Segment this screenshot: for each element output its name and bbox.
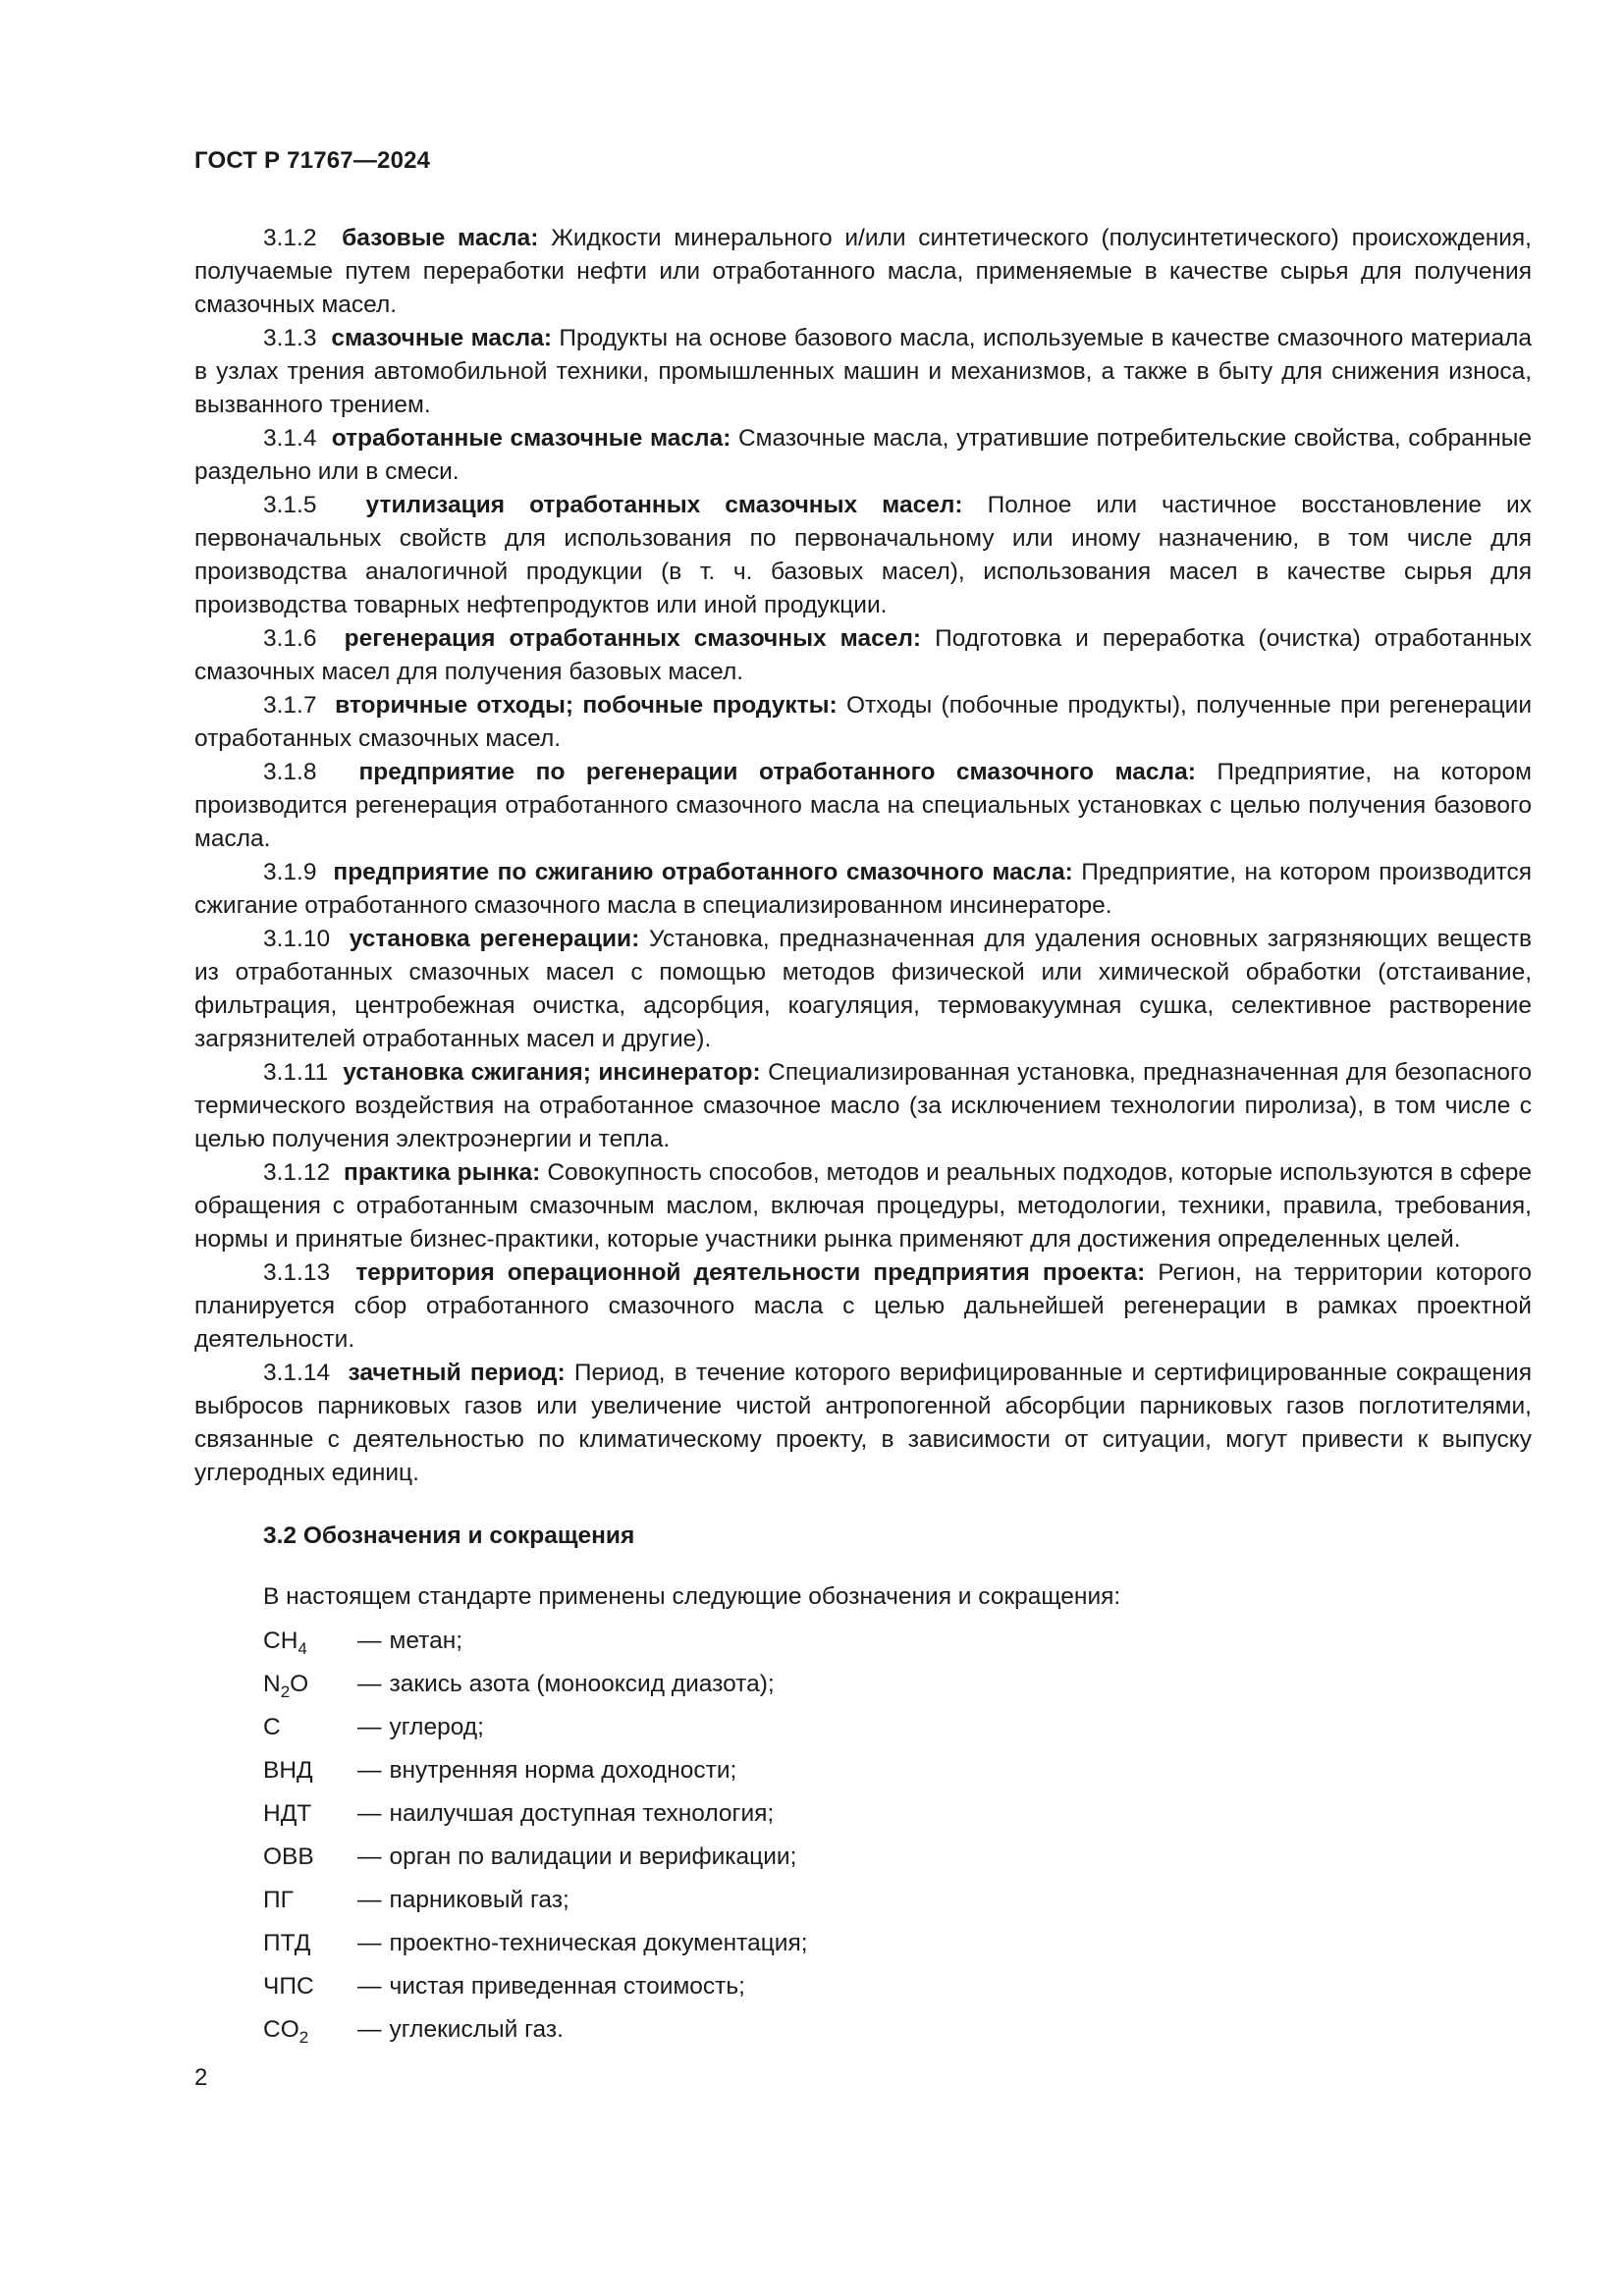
term-definition: Продукты на основе базового масла, используемые в качестве смазочного материала в узлах трения автомобильной техники, промышленных машин и механизмов, а также в быту для снижения износа, вызванного трением. [194,325,1532,418]
term-title: базовые масла: [342,225,539,251]
term-definition: Отходы (побочные продукты), полученные при регенерации отработанных смазочных масел. [194,692,1533,752]
term-entry [194,856,1532,923]
term-title: установка сжигания; инсинератор: [343,1059,761,1086]
term-entry [194,1357,1532,1490]
document-body [194,222,1532,2052]
term-number: 3.1.14 [263,1360,331,1386]
term-entry [194,422,1532,489]
term-number: 3.1.6 [263,625,317,652]
abbreviation-definition: закись азота (монооксид диазота); [389,1671,775,1697]
abbreviation-definition: углекислый газ. [389,2016,564,2043]
abbreviation-list [263,1620,1532,2052]
abbreviation-symbol: ПГ [263,1887,294,1913]
term-number: 3.1.4 [263,425,317,452]
abbreviation-definition: проектно-техническая документация; [389,1930,808,1956]
term-title: предприятие по регенерации отработанного смазочного масла: [358,759,1196,785]
term-title: смазочные масла: [331,325,552,351]
term-number: 3.1.8 [263,759,317,785]
term-title: отработанные смазочные масла: [331,425,731,452]
abbreviation-definition: метан; [389,1628,463,1654]
abbreviation-symbol: ОВВ [263,1843,314,1870]
term-number: 3.1.13 [263,1259,331,1286]
abbreviation-symbol: $CO_2$ [263,2016,309,2047]
term-definition: Специализированная установка, предназначенная для безопасного термического воздействия на отработанное смазочное масло (за исключением технологии пиролиза), в том числе с целью получения электроэнергии и тепла. [194,1059,1532,1152]
term-number: 3.1.11 [263,1059,329,1086]
dash-separator: — [357,1973,382,2000]
term-entry [194,489,1532,622]
abbreviation-item [263,1792,1532,1836]
abbreviation-item [263,2008,1532,2052]
term-entry [194,1156,1532,1256]
term-number: 3.1.7 [263,692,317,719]
abbreviation-definition: орган по валидации и верификации; [389,1843,797,1870]
term-definition: Регион, на территории которого планируется сбор отработанного смазочного масла с целью дальнейшей регенерации в рамках проектной деятельности. [194,1259,1532,1353]
term-title: установка регенерации: [349,926,640,952]
term-title: регенерация отработанных смазочных масел: [344,625,922,652]
term-entry [194,222,1532,322]
abbreviation-definition: наилучшая доступная технология; [389,1800,775,1827]
term-definition: Жидкости минерального и/или синтетического (полусинтетического) происхождения, получаемые путем переработки нефти или отработанного масла, применяемые в качестве сырья для получения смазочных масел. [194,225,1532,318]
abbreviation-definition: чистая приведенная стоимость; [389,1973,745,2000]
term-definition: Предприятие, на котором производится регенерация отработанного смазочного масла на специальных установках с целью получения базового масла. [194,759,1532,852]
term-title: вторичные отходы; побочные продукты: [335,692,838,719]
term-definition: Установка, предназначенная для удаления основных загрязняющих веществ из отработанных смазочных масел с помощью методов физической или химической обработки (отстаивание, фильтрация, центробежная очистка, адсорбция, коагуляция, термовакуумная сушка, селективное растворение загрязнителей отработанных масел и другие). [194,926,1532,1052]
abbreviation-symbol: ПТД [263,1930,311,1956]
abbreviation-symbol: НДТ [263,1800,312,1827]
dash-separator: — [357,1887,382,1913]
abbreviation-item [263,1620,1532,1663]
term-title: зачетный период: [348,1360,566,1386]
term-entry [194,756,1532,856]
abbreviation-item [263,1965,1532,2008]
term-number: 3.1.2 [263,225,317,251]
dash-separator: — [357,1628,382,1654]
term-definition: Подготовка и переработка (очистка) отработанных смазочных масел для получения базовых масел. [194,625,1532,685]
term-entry [194,1256,1532,1357]
term-entry [194,689,1532,756]
dash-separator: — [357,1757,382,1784]
term-entry [194,622,1532,689]
term-entry [194,322,1532,422]
document-header: ГОСТ Р 71767—2024 [194,147,431,174]
dash-separator: — [357,2016,382,2043]
dash-separator: — [357,1671,382,1697]
abbreviation-symbol: $N_2O$ [263,1671,309,1701]
abbreviation-definition: парниковый газ; [389,1887,569,1913]
abbreviation-item [263,1749,1532,1792]
term-definition: Предприятие, на котором производится сжигание отработанного смазочного масла в специализированном инсинераторе. [194,859,1532,919]
dash-separator: — [357,1930,382,1956]
abbreviation-item [263,1922,1532,1965]
abbreviation-definition: внутренняя норма доходности; [389,1757,737,1784]
abbreviation-item [263,1836,1532,1879]
term-number: 3.1.5 [263,492,317,518]
term-definition: Совокупность способов, методов и реальных подходов, которые используются в сфере обращения с отработанным смазочным маслом, включая процедуры, методологии, техники, правила, требования, нормы и принятые бизнес-практики, которые участники рынка применяют для достижения определенных целей. [194,1159,1533,1253]
abbreviation-symbol: ВНД [263,1757,313,1784]
abbreviation-item [263,1879,1532,1922]
dash-separator: — [357,1714,382,1740]
term-number: 3.1.10 [263,926,331,952]
dash-separator: — [357,1800,382,1827]
dash-separator: — [357,1843,382,1870]
abbreviation-item [263,1706,1532,1749]
abbreviation-definition: углерод; [389,1714,484,1740]
term-definition: Смазочные масла, утратившие потребительские свойства, собранные раздельно или в смеси. [194,425,1532,485]
abbreviation-symbol: C [263,1714,281,1740]
term-title: предприятие по сжиганию отработанного смазочного масла: [333,859,1073,885]
term-title: территория операционной деятельности предприятия проекта: [355,1259,1146,1286]
term-title: утилизация отработанных смазочных масел: [365,492,963,518]
term-number: 3.1.3 [263,325,317,351]
abbreviation-symbol: ЧПС [263,1973,314,2000]
term-title: практика рынка: [344,1159,541,1186]
abbreviation-item [263,1663,1532,1706]
term-definition: Полное или частичное восстановление их первоначальных свойств для использования по первоначальному или иному назначению, в том числе для производства аналогичной продукции (в т. ч. базовых масел), использования масел в качестве сырья для производства товарных нефтепродуктов или иной продукции. [194,492,1532,618]
term-entry [194,1056,1532,1156]
terms-list [194,222,1532,1490]
page-number: 2 [194,2064,208,2091]
term-number: 3.1.12 [263,1159,331,1186]
term-number: 3.1.9 [263,859,317,885]
term-definition: Период, в течение которого верифицированные и сертифицированные сокращения выбросов парниковых газов или увеличение чистой антропогенной абсорбции парниковых газов поглотителями, связанные с деятельностью по климатическому проекту, в зависимости от ситуации, могут привести к выпуску углеродных единиц. [194,1360,1532,1486]
term-entry [194,923,1532,1056]
abbreviation-symbol: $CH_4$ [263,1628,307,1658]
section-title: 3.2 Обозначения и сокращения [263,1522,635,1549]
section-intro: В настоящем стандарте применены следующие обозначения и сокращения: [263,1583,1121,1610]
